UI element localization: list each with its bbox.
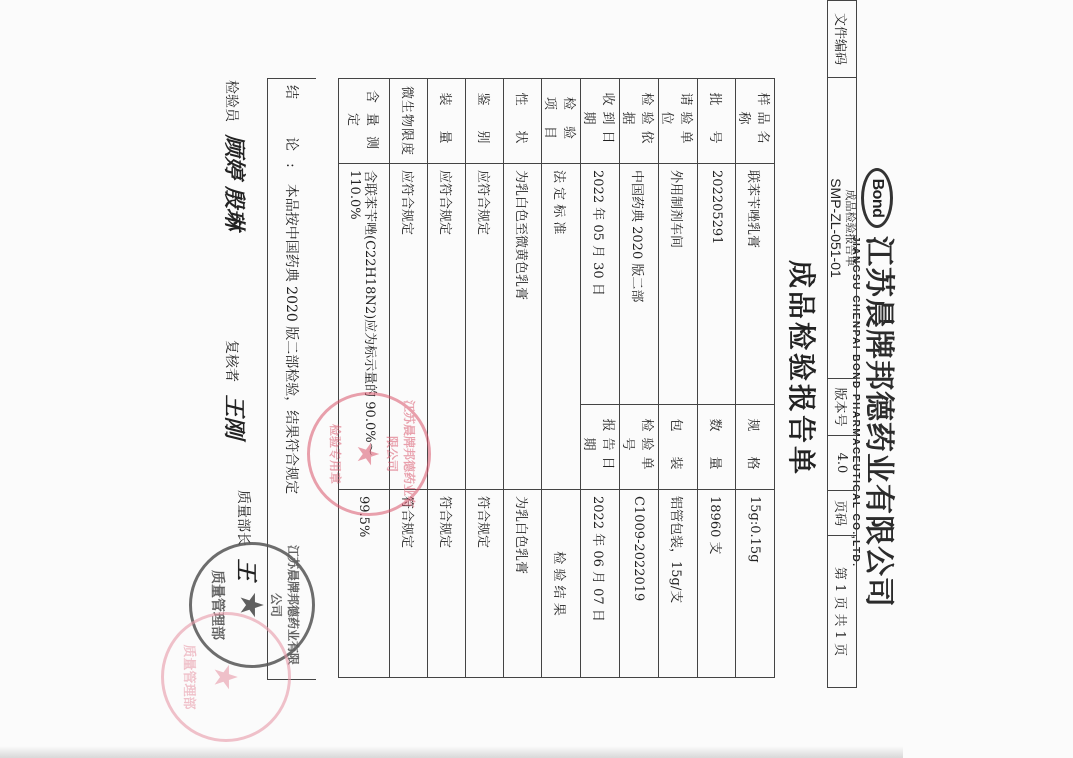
test-header-row	[542, 79, 581, 678]
test-result: 99.5%	[339, 490, 390, 678]
company-name-en: JIANGSU CHENPAI BOND PHARMACEUTICAL CO.,LTD.	[850, 236, 861, 568]
test-standard: 含联苯苄唑(C22H18N2)应为标示量的 90.0%～110.0%	[339, 164, 390, 490]
reviewer-label: 复核者	[223, 340, 239, 382]
pack-label: 包 装	[659, 405, 698, 490]
qty-label: 数 量	[698, 405, 736, 490]
test-result: 符合规定	[428, 490, 466, 678]
red-stamp-text: 江苏晨牌邦德药业有限公司	[385, 399, 416, 508]
test-row	[428, 79, 466, 678]
test-item: 含 量 测 定	[339, 79, 390, 164]
inspector-label: 检验员	[223, 80, 239, 122]
reviewer-name: 王刚	[221, 394, 247, 439]
red-inspection-stamp	[307, 392, 431, 516]
test-item: 性 状	[504, 79, 542, 164]
conclusion-text: 本品按中国药典 2020 版二部检验，结果符合规定	[283, 183, 299, 495]
spec-label: 规 格	[736, 405, 775, 490]
test-row	[504, 79, 542, 678]
test-standard: 应符合规定	[428, 164, 466, 490]
star-icon: ★	[235, 592, 268, 618]
col-item: 检 验 项 目	[542, 79, 581, 164]
conclusion-label: 结 论:	[283, 85, 299, 180]
batch-label: 批 号	[698, 79, 736, 164]
faint-red-stamp	[161, 612, 291, 742]
test-row	[390, 79, 428, 678]
version-value: 4.0	[828, 436, 857, 491]
recv-label: 收到日期	[581, 79, 620, 164]
inspection-table	[338, 78, 775, 678]
test-result: 符合规定	[466, 490, 504, 678]
page-value: 第 1 页 共 1 页	[828, 536, 857, 688]
doc-code-cell	[828, 78, 857, 379]
product-label: 样品名称	[736, 79, 775, 164]
qa-stamp-dept: 质量管理部	[209, 570, 225, 640]
info-row	[620, 79, 659, 678]
qa-stamp-company: 江苏晨牌邦德药业有限公司	[269, 545, 300, 666]
dept-value: 外用制剂车间	[659, 164, 698, 405]
basis-value: 中国药典 2020 版二部	[620, 164, 659, 405]
qty-value: 18960 支	[698, 490, 736, 678]
test-standard: 应符合规定	[390, 164, 428, 490]
test-item: 装 量	[428, 79, 466, 164]
report-title: 成品检验报告单	[785, 260, 818, 478]
faint-stamp-dept: 质量管理部	[181, 644, 196, 710]
star-icon: ★	[352, 442, 382, 466]
info-row	[736, 79, 775, 678]
product-value: 联苯苄唑乳膏	[736, 164, 775, 405]
version-label: 版本号	[828, 379, 857, 436]
col-standard: 法 定 标 准	[542, 164, 581, 490]
qa-label: 质量部长	[235, 490, 251, 546]
qa-name: 王	[233, 558, 259, 581]
star-icon: ★	[209, 664, 242, 690]
inspector-name: 顾婷 殷琳	[221, 134, 247, 231]
report-date-value: 2022 年 06 月 07 日	[581, 490, 620, 678]
inspector-signature	[220, 80, 251, 230]
company-logo: Bond	[861, 168, 893, 228]
pack-value: 铝管包装，15g/支	[659, 490, 698, 678]
col-result: 检 验 结 果	[542, 490, 581, 678]
red-stamp-label: 检验专用章	[328, 423, 342, 484]
doc-code: SMP-ZL-051-01	[828, 178, 844, 278]
reviewer-signature	[220, 340, 251, 438]
test-standard: 为乳白色至微黄色乳膏	[504, 164, 542, 490]
test-standard: 应符合规定	[466, 164, 504, 490]
doc-header-table	[827, 0, 857, 688]
report-date-label: 报告日期	[581, 405, 620, 490]
doc-code-label: 文件编码	[828, 1, 857, 78]
test-result: 符合规定	[390, 490, 428, 678]
dept-label: 请验单位	[659, 79, 698, 164]
header-subtitle: 成品检验报告单	[844, 189, 857, 267]
test-row	[339, 79, 390, 678]
batch-value: 202205291	[698, 164, 736, 405]
report-no-value: C1009-2022019	[620, 490, 659, 678]
page-label: 页码	[828, 491, 857, 536]
test-item: 鉴 别	[466, 79, 504, 164]
scan-edge	[0, 746, 903, 758]
info-row	[659, 79, 698, 678]
report-no-label: 检验单号	[620, 405, 659, 490]
test-row	[466, 79, 504, 678]
info-row	[698, 79, 736, 678]
test-item: 微生物限度	[390, 79, 428, 164]
info-row	[581, 79, 620, 678]
spec-value: 15g:0.15g	[736, 490, 775, 678]
recv-value: 2022 年 05 月 30 日	[581, 164, 620, 405]
company-name-cn: 江苏晨牌邦德药业有限公司	[861, 236, 896, 608]
basis-label: 检验依据	[620, 79, 659, 164]
test-result: 为乳白色乳膏	[504, 490, 542, 678]
